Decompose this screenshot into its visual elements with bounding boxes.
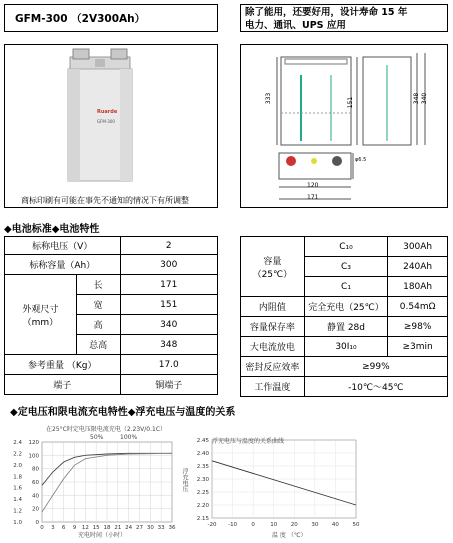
y-tick-label: 100 bbox=[28, 453, 39, 460]
capacity-rate: C₃ bbox=[304, 257, 388, 277]
table-row bbox=[241, 317, 448, 337]
x-tick-label: 40 bbox=[331, 522, 339, 528]
spec-value: 171 bbox=[120, 275, 217, 295]
spec-value: 铜端子 bbox=[120, 375, 217, 395]
y-tick-label: 2.30 bbox=[196, 477, 209, 483]
model-title-box bbox=[4, 4, 218, 32]
description-box bbox=[240, 4, 448, 32]
x-tick-label: 30 bbox=[311, 522, 319, 528]
x-tick-label: 18 bbox=[103, 525, 111, 531]
spec-table-left bbox=[4, 236, 218, 395]
float-voltage-chart bbox=[181, 422, 366, 539]
y-tick-label: 2.15 bbox=[196, 516, 209, 522]
table-row bbox=[5, 237, 218, 255]
model-title: GFM-300 （2V300Ah） bbox=[15, 12, 146, 25]
charging-chart-legend-100: 100% bbox=[120, 434, 138, 441]
y-right-tick-label: 1.8 bbox=[13, 474, 22, 481]
spec-value: ≥3min bbox=[388, 337, 448, 357]
charging-chart-legend-50: 50% bbox=[90, 434, 104, 441]
y-right-tick-label: 2.0 bbox=[13, 462, 22, 469]
dimension-drawing-box bbox=[240, 44, 448, 208]
spec-condition: 完全充电（25℃） bbox=[304, 297, 388, 317]
capacity-value: 180Ah bbox=[388, 277, 448, 297]
y-tick-label: 2.45 bbox=[196, 438, 209, 444]
x-tick-label: -10 bbox=[228, 522, 238, 528]
x-tick-label: 20 bbox=[290, 522, 298, 528]
spec-table-right bbox=[240, 236, 448, 397]
charging-chart-xlabel: 充电时间（小时） bbox=[78, 532, 127, 539]
spec-label: 参考重量 （Kg） bbox=[5, 355, 121, 375]
x-tick-label: 24 bbox=[125, 525, 133, 531]
capacity-rate: C₁₀ bbox=[304, 237, 388, 257]
spec-value: 300 bbox=[120, 255, 217, 275]
table-row bbox=[241, 377, 448, 397]
y-tick-label: 40 bbox=[32, 493, 39, 500]
spec-value: 340 bbox=[120, 315, 217, 335]
y-tick-label: 2.35 bbox=[196, 464, 209, 470]
table-row bbox=[5, 375, 218, 395]
y-right-tick-label: 1.2 bbox=[13, 508, 22, 515]
x-tick-label: 36 bbox=[168, 525, 176, 531]
x-tick-label: 0 bbox=[251, 522, 255, 528]
charging-chart bbox=[4, 420, 184, 538]
capacity-value: 300Ah bbox=[388, 237, 448, 257]
y-right-tick-label: 1.4 bbox=[13, 497, 22, 504]
table-row bbox=[5, 355, 218, 375]
product-photo-box bbox=[4, 44, 218, 208]
y-tick-label: 20 bbox=[32, 506, 39, 513]
dim-120: 120 bbox=[307, 182, 319, 189]
spec-value: 0.54mΩ bbox=[388, 297, 448, 317]
series-line bbox=[212, 461, 356, 505]
table-row bbox=[241, 237, 448, 257]
capacity-label: 容量 （25℃） bbox=[241, 237, 305, 297]
dim-340: 340 bbox=[421, 92, 429, 105]
spec-label: 宽 bbox=[76, 295, 120, 315]
section-spec-header: ◆电池标准◆电池特性 bbox=[4, 224, 100, 235]
spec-condition: 静置 28d bbox=[304, 317, 388, 337]
y-tick-label: 120 bbox=[28, 440, 39, 446]
y-right-tick-label: 1.6 bbox=[13, 485, 22, 492]
x-tick-label: 50 bbox=[352, 522, 360, 528]
y-tick-label: 80 bbox=[32, 466, 39, 473]
float-chart-ylabel: 浮充电压 bbox=[181, 468, 188, 492]
table-row bbox=[5, 275, 218, 295]
spec-group-label: 外观尺寸 （mm） bbox=[5, 275, 77, 355]
dim-151: 151 bbox=[347, 96, 355, 109]
spec-value: 2 bbox=[120, 237, 217, 255]
y-tick-label: 0 bbox=[35, 520, 39, 526]
table-row bbox=[241, 297, 448, 317]
spec-label: 端子 bbox=[5, 375, 121, 395]
dim-348: 348 bbox=[413, 92, 421, 105]
y-tick-label: 2.25 bbox=[196, 490, 209, 496]
y-tick-label: 60 bbox=[32, 480, 39, 486]
spec-label: 总高 bbox=[76, 335, 120, 355]
spec-label: 密封反应效率 bbox=[241, 357, 305, 377]
float-chart-title: 浮充电压与温度的关系曲线 bbox=[212, 438, 285, 445]
spec-value: ≥99% bbox=[304, 357, 447, 377]
x-tick-label: 6 bbox=[61, 525, 66, 531]
x-tick-label: 3 bbox=[51, 525, 55, 531]
spec-value: 151 bbox=[120, 295, 217, 315]
dimension-drawing bbox=[241, 45, 447, 207]
x-tick-label: 33 bbox=[157, 525, 165, 531]
dim-333: 333 bbox=[265, 92, 273, 105]
x-tick-label: 30 bbox=[146, 525, 154, 531]
y-tick-label: 2.20 bbox=[196, 503, 209, 509]
x-tick-label: 15 bbox=[92, 525, 100, 531]
x-tick-label: 9 bbox=[72, 525, 77, 531]
spec-value: -10℃～45℃ bbox=[304, 377, 447, 397]
charging-chart-title: 在25°C时定电压限电流充电（2.23V/0.1C） bbox=[46, 426, 167, 433]
spec-label: 标称容量（Ah） bbox=[5, 255, 121, 275]
battery-model-label: GFM-300 bbox=[97, 119, 115, 124]
brand-logo: Ruarde bbox=[97, 109, 118, 115]
x-tick-label: 10 bbox=[270, 522, 278, 528]
table-row bbox=[5, 255, 218, 275]
disclaimer-text: 商标印刷有可能在事先不通知的情况下有所调整 bbox=[21, 196, 189, 205]
x-tick-label: 12 bbox=[81, 525, 89, 531]
spec-label: 容量保存率 bbox=[241, 317, 305, 337]
spec-condition: 30I₁₀ bbox=[304, 337, 388, 357]
spec-value: 348 bbox=[120, 335, 217, 355]
table-row bbox=[241, 357, 448, 377]
dim-phi: φ6.5 bbox=[355, 157, 367, 163]
y-right-tick-label: 2.4 bbox=[13, 440, 22, 446]
spec-label: 标称电压（V） bbox=[5, 237, 121, 255]
spec-label: 工作温度 bbox=[241, 377, 305, 397]
x-tick-label: 0 bbox=[40, 525, 44, 531]
battery-photo bbox=[5, 45, 217, 185]
float-chart-xlabel: 温 度 （℃） bbox=[272, 532, 307, 539]
x-tick-label: 21 bbox=[114, 525, 122, 531]
spec-label: 大电流放电 bbox=[241, 337, 305, 357]
section-charts-header: ◆定电压和限电流充电特性◆浮充电压与温度的关系 bbox=[10, 407, 236, 418]
description-line-1: 除了能用，还要好用，设计寿命 15 年 bbox=[245, 7, 408, 18]
spec-value: 17.0 bbox=[120, 355, 217, 375]
y-right-tick-label: 2.2 bbox=[13, 451, 22, 458]
y-right-tick-label: 1.0 bbox=[13, 520, 22, 526]
capacity-value: 240Ah bbox=[388, 257, 448, 277]
spec-value: ≥98% bbox=[388, 317, 448, 337]
capacity-rate: C₁ bbox=[304, 277, 388, 297]
dim-171: 171 bbox=[307, 194, 319, 201]
spec-label: 高 bbox=[76, 315, 120, 335]
description-line-2: 电力、通讯、UPS 应用 bbox=[245, 20, 346, 31]
spec-label: 长 bbox=[76, 275, 120, 295]
x-tick-label: 27 bbox=[136, 525, 143, 531]
x-tick-label: -20 bbox=[207, 522, 217, 528]
table-row bbox=[241, 337, 448, 357]
y-tick-label: 2.40 bbox=[196, 451, 209, 457]
spec-label: 内阻值 bbox=[241, 297, 305, 317]
